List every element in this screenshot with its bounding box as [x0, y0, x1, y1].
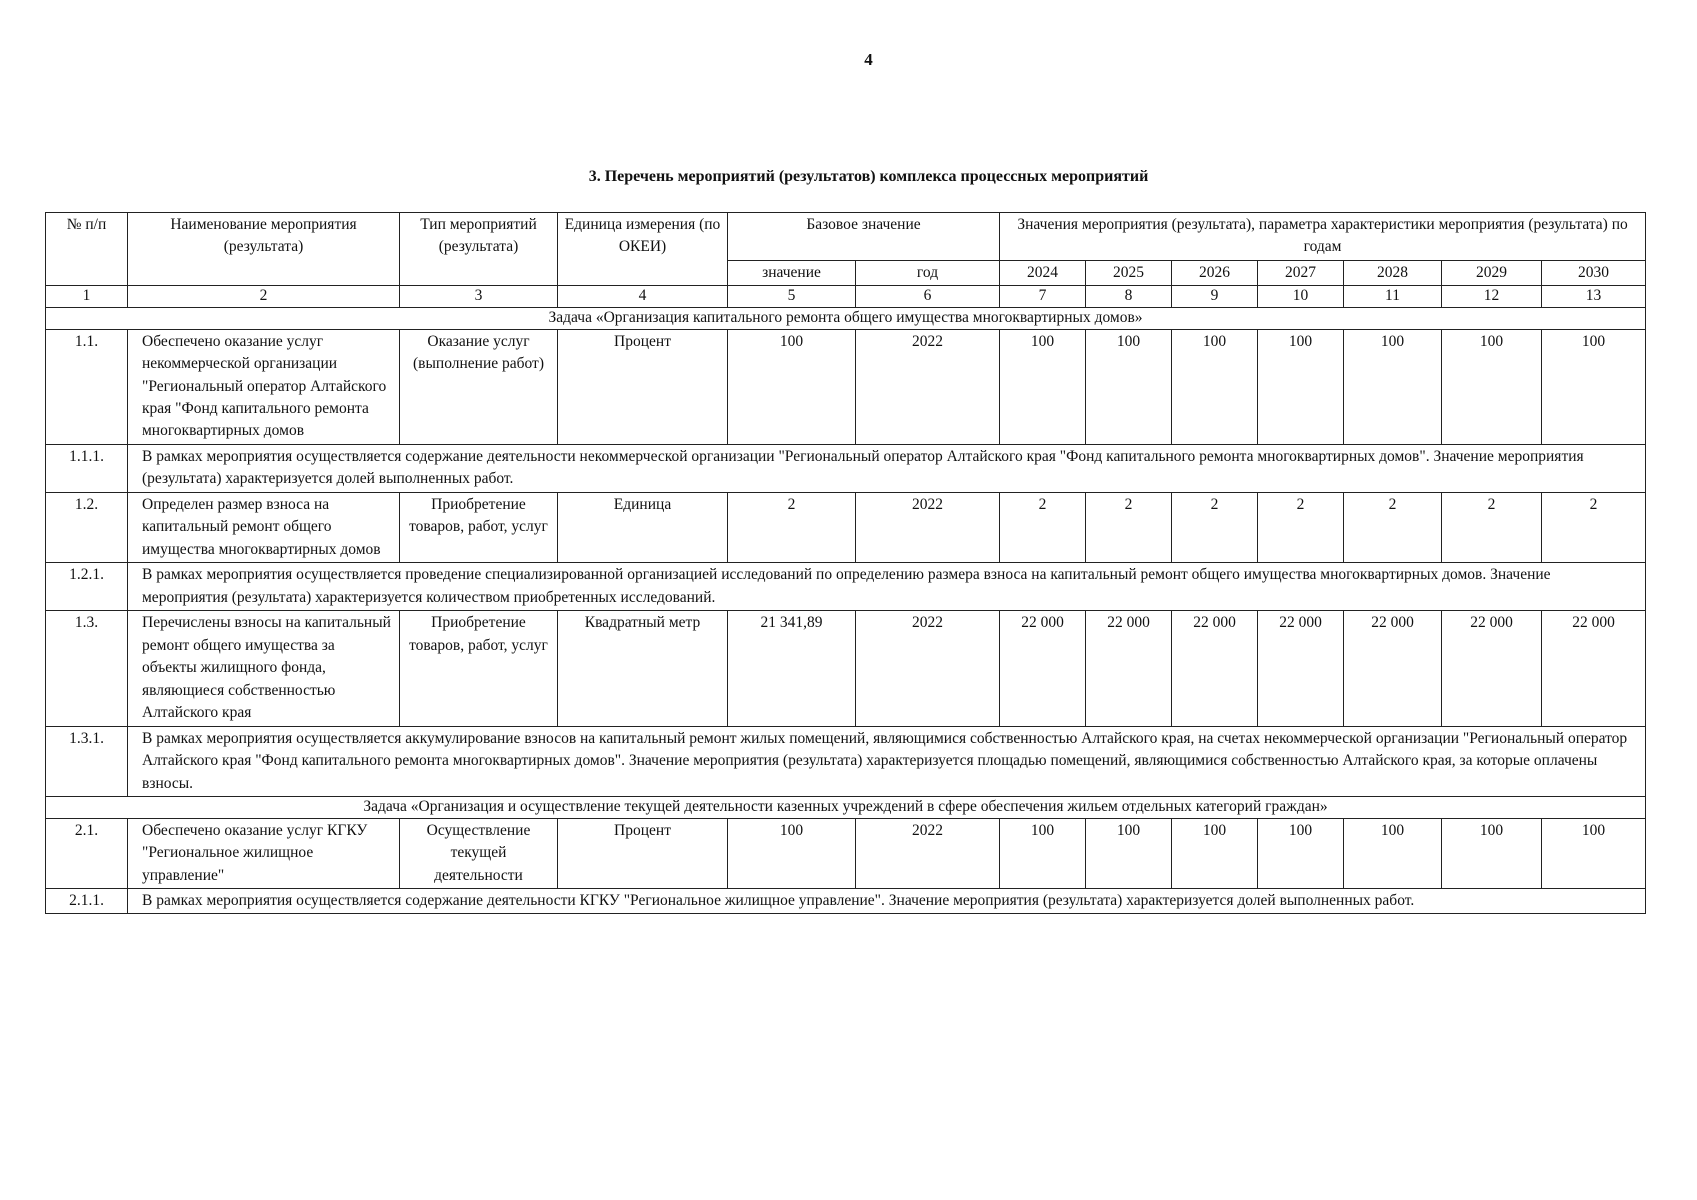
row-type: Осуществление текущей деятельности: [400, 818, 558, 888]
header-year: 2027: [1258, 260, 1344, 285]
index-cell: 4: [558, 286, 728, 308]
row-value: 100: [1442, 329, 1542, 444]
table-row: [46, 818, 1646, 888]
task-row: [46, 796, 1646, 818]
row-base-value: 100: [728, 818, 856, 888]
row-value: 100: [1344, 818, 1442, 888]
row-value: 100: [1172, 818, 1258, 888]
row-value: 22 000: [1258, 611, 1344, 726]
row-name: Обеспечено оказание услуг КГКУ "Региональное жилищное управление": [128, 818, 400, 888]
description-row: [46, 563, 1646, 611]
row-num: 1.1.: [46, 329, 128, 444]
row-base-year: 2022: [856, 818, 1000, 888]
task-row: [46, 308, 1646, 330]
row-num: 1.3.1.: [46, 726, 128, 796]
page-number: 4: [864, 50, 873, 69]
row-value: 22 000: [1172, 611, 1258, 726]
row-value: 100: [1258, 818, 1344, 888]
section-title: 3. Перечень мероприятий (результатов) комплекса процессных мероприятий: [588, 168, 1149, 185]
task-title: Задача «Организация и осуществление текущей деятельности казенных учреждений в сфере обеспечения жильем отдельных категорий граждан»: [46, 796, 1646, 818]
row-value: 22 000: [1086, 611, 1172, 726]
row-value: 100: [1086, 818, 1172, 888]
index-cell: 6: [856, 286, 1000, 308]
row-name: Обеспечено оказание услуг некоммерческой организации "Региональный оператор Алтайского края "Фонд капитального ремонта многоквартирных домов: [128, 329, 400, 444]
row-base-year: 2022: [856, 611, 1000, 726]
row-base-year: 2022: [856, 329, 1000, 444]
row-value: 2: [1258, 492, 1344, 562]
header-unit: Единица измерения (по ОКЕИ): [558, 213, 728, 286]
row-unit: Процент: [558, 818, 728, 888]
table-row: [46, 492, 1646, 562]
index-cell: 13: [1542, 286, 1646, 308]
row-value: 2: [1172, 492, 1258, 562]
index-cell: 10: [1258, 286, 1344, 308]
row-description: В рамках мероприятия осуществляется содержание деятельности КГКУ "Региональное жилищное управление". Значение мероприятия (результата) характеризуется долей выполненных работ.: [128, 888, 1646, 913]
row-base-value: 21 341,89: [728, 611, 856, 726]
row-unit: Процент: [558, 329, 728, 444]
description-row: [46, 444, 1646, 492]
index-cell: 12: [1442, 286, 1542, 308]
header-year: 2024: [1000, 260, 1086, 285]
row-value: 2: [1344, 492, 1442, 562]
row-type: Оказание услуг (выполнение работ): [400, 329, 558, 444]
index-cell: 3: [400, 286, 558, 308]
row-unit: Квадратный метр: [558, 611, 728, 726]
row-unit: Единица: [558, 492, 728, 562]
header-years: Значения мероприятия (результата), параметра характеристики мероприятия (результата) по годам: [1000, 213, 1646, 261]
row-base-value: 2: [728, 492, 856, 562]
header-base: Базовое значение: [728, 213, 1000, 261]
row-name: Определен размер взноса на капитальный ремонт общего имущества многоквартирных домов: [128, 492, 400, 562]
row-base-year: 2022: [856, 492, 1000, 562]
table-row: [46, 611, 1646, 726]
header-name: Наименование мероприятия (результата): [128, 213, 400, 286]
row-value: 100: [1542, 818, 1646, 888]
table-row: [46, 329, 1646, 444]
header-type: Тип мероприятий (результата): [400, 213, 558, 286]
row-description: В рамках мероприятия осуществляется содержание деятельности некоммерческой организации "Региональный оператор Алтайского края "Фонд капитального ремонта многоквартирных домов". Значение мероприятия (результата) характеризуется долей выполненных работ.: [128, 444, 1646, 492]
row-value: 100: [1000, 818, 1086, 888]
row-num: 1.1.1.: [46, 444, 128, 492]
header-year: 2030: [1542, 260, 1646, 285]
header-base-value: значение: [728, 260, 856, 285]
row-value: 2: [1542, 492, 1646, 562]
row-num: 1.2.1.: [46, 563, 128, 611]
row-value: 22 000: [1000, 611, 1086, 726]
index-cell: 8: [1086, 286, 1172, 308]
description-row: [46, 888, 1646, 913]
index-cell: 2: [128, 286, 400, 308]
row-base-value: 100: [728, 329, 856, 444]
row-value: 100: [1000, 329, 1086, 444]
row-value: 100: [1344, 329, 1442, 444]
measures-table: [45, 212, 1646, 914]
row-value: 100: [1258, 329, 1344, 444]
index-cell: 7: [1000, 286, 1086, 308]
row-value: 22 000: [1344, 611, 1442, 726]
row-num: 1.2.: [46, 492, 128, 562]
row-value: 2: [1000, 492, 1086, 562]
row-value: 22 000: [1442, 611, 1542, 726]
row-description: В рамках мероприятия осуществляется аккумулирование взносов на капитальный ремонт жилых помещений, являющимися собственностью Алтайского края, на счетах некоммерческой организации "Региональный оператор Алтайского края "Фонд капитального ремонта многоквартирных домов". Значение мероприятия (результата) характеризуется площадью помещений, являющимися собственностью Алтайского края, за которые оплачены взносы.: [128, 726, 1646, 796]
row-value: 100: [1542, 329, 1646, 444]
row-value: 100: [1442, 818, 1542, 888]
row-num: 1.3.: [46, 611, 128, 726]
header-year: 2029: [1442, 260, 1542, 285]
row-value: 2: [1086, 492, 1172, 562]
index-cell: 11: [1344, 286, 1442, 308]
row-num: 2.1.: [46, 818, 128, 888]
header-num: № п/п: [46, 213, 128, 286]
row-value: 22 000: [1542, 611, 1646, 726]
header-year: 2028: [1344, 260, 1442, 285]
index-cell: 9: [1172, 286, 1258, 308]
row-value: 100: [1172, 329, 1258, 444]
row-name: Перечислены взносы на капитальный ремонт общего имущества за объекты жилищного фонда, являющиеся собственностью Алтайского края: [128, 611, 400, 726]
index-row: [46, 286, 1646, 308]
index-cell: 5: [728, 286, 856, 308]
row-type: Приобретение товаров, работ, услуг: [400, 611, 558, 726]
header-year: 2025: [1086, 260, 1172, 285]
index-cell: 1: [46, 286, 128, 308]
description-row: [46, 726, 1646, 796]
row-num: 2.1.1.: [46, 888, 128, 913]
task-title: Задача «Организация капитального ремонта общего имущества многоквартирных домов»: [46, 308, 1646, 330]
row-value: 100: [1086, 329, 1172, 444]
row-value: 2: [1442, 492, 1542, 562]
row-description: В рамках мероприятия осуществляется проведение специализированной организацией исследований по определению размера взноса на капитальный ремонт общего имущества многоквартирных домов. Значение мероприятия (результата) характеризуется количеством приобретенных исследований.: [128, 563, 1646, 611]
header-base-year: год: [856, 260, 1000, 285]
row-type: Приобретение товаров, работ, услуг: [400, 492, 558, 562]
header-year: 2026: [1172, 260, 1258, 285]
